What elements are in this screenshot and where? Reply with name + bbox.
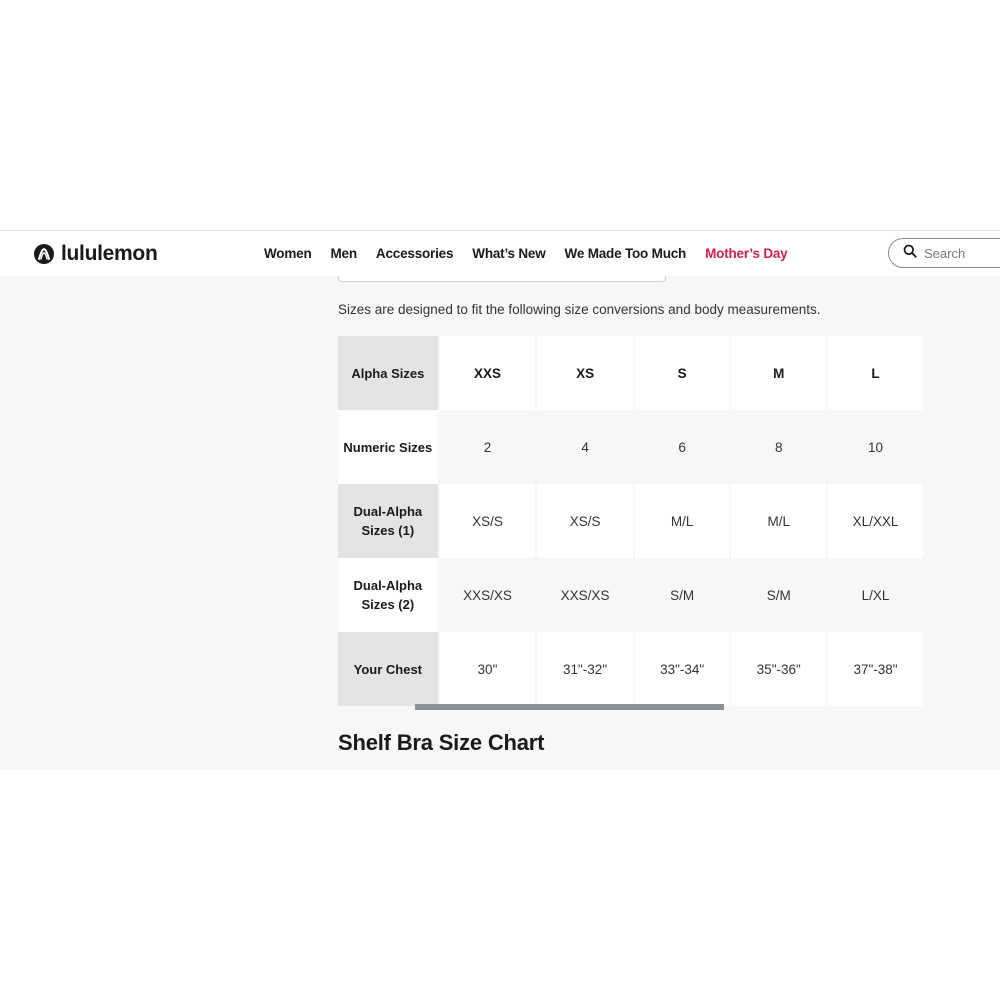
size-table-scroll[interactable] [338,336,925,708]
table-cell: M/L [635,484,730,558]
table-row [338,484,923,558]
table-cell: L/XL [828,558,923,632]
table-row [338,632,923,706]
table-cell: XS/S [440,484,536,558]
table-cell: M [731,336,826,410]
search-icon [903,244,917,263]
table-cell: XXS/XS [537,558,633,632]
lululemon-logo-icon [34,244,54,264]
search-input[interactable] [922,245,1000,262]
table-cell: L [828,336,923,410]
table-cell: XS/S [537,484,633,558]
table-cell: XS [537,336,633,410]
table-row [338,410,923,484]
size-conversion-table [338,336,925,706]
nav-item-we-made-too-much[interactable]: We Made Too Much [564,246,687,261]
table-cell: 30" [440,632,536,706]
table-cell: 6 [635,410,730,484]
table-cell: 35"-36" [731,632,826,706]
table-cell: XL/XXL [828,484,923,558]
site-header [0,230,1000,276]
row-header-alpha-sizes: Alpha Sizes [338,336,438,410]
table-row [338,558,923,632]
table-cell: 37"-38" [828,632,923,706]
table-cell: S/M [635,558,730,632]
nav-item-mothers-day[interactable]: Mother’s Day [705,246,788,261]
nav-item-men[interactable]: Men [330,246,357,261]
nav-item-women[interactable]: Women [264,246,312,261]
table-cell: 8 [731,410,826,484]
row-header-numeric-sizes: Numeric Sizes [338,410,438,484]
nav-item-accessories[interactable]: Accessories [375,246,454,261]
table-cell: 31"-32" [537,632,633,706]
table-row [338,336,923,410]
section-title-shelf-bra: Shelf Bra Size Chart [338,730,545,755]
table-cell: M/L [731,484,826,558]
page [0,230,1000,770]
search-box[interactable] [888,238,1000,268]
table-cell: S [635,336,730,410]
row-header-dual-alpha-1: Dual-Alpha Sizes (1) [338,484,438,558]
brand-logo[interactable] [34,242,157,266]
brand-name: lululemon [61,242,158,265]
main-nav [264,246,806,261]
row-header-dual-alpha-2: Dual-Alpha Sizes (2) [338,558,438,632]
size-select-dropdown[interactable] [338,276,666,282]
table-horizontal-scrollbar[interactable] [415,704,724,710]
row-header-your-chest: Your Chest [338,632,438,706]
table-cell: S/M [731,558,826,632]
table-cell: 33"-34" [635,632,730,706]
table-cell: 2 [440,410,536,484]
table-cell: XXS [440,336,536,410]
table-cell: 4 [537,410,633,484]
table-cell: XXS/XS [440,558,536,632]
nav-item-whats-new[interactable]: What’s New [472,246,546,261]
table-cell: 10 [828,410,923,484]
size-intro-text: Sizes are designed to fit the following size conversions and body measurements. [338,302,821,317]
